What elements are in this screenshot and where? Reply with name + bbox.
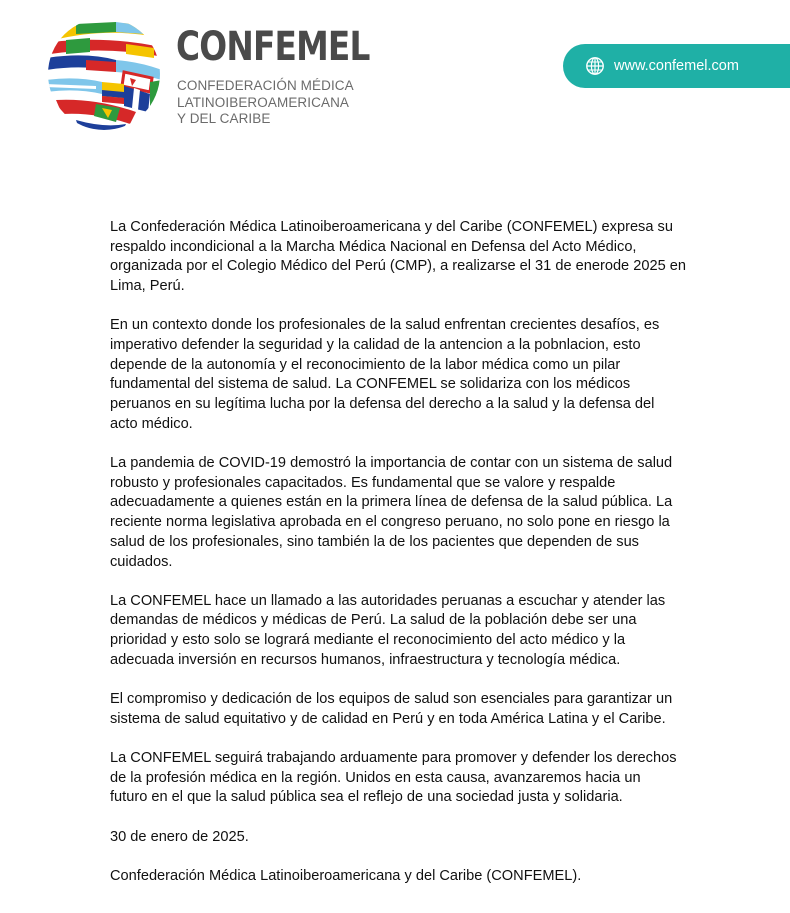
brand-subtitle-line: Y DEL CARIBE	[177, 111, 271, 126]
paragraph: La pandemia de COVID-19 demostró la importancia de contar con un sistema de salud robusto y profesionales capacitados. Es fundamental que se valore y respalde adecuadamente a quienes están en la primera línea de defensa de la salud pública. La reciente norma legislativa aprobada en el congreso peruano, no solo pone en riesgo la salud de los profesionales, sino también la de los pacientes que dependen de sus cuidados.	[110, 455, 673, 570]
paragraph: La CONFEMEL hace un llamado a las autoridades peruanas a escuchar y atender las demandas de médicos y médicas de Perú. La salud de la población debe ser una prioridad y esto solo se logrará mediante el reconocimiento del acto médico y la adecuada inversión en recursos humanos, infraestructura y tecnología médica.	[110, 592, 666, 668]
paragraph: En un contexto donde los profesionales de la salud enfrentan crecientes desafíos, es imperativo defender la seguridad y la calidad de la antencion a la pobnlacion, esto depende de la autonomía y el reconocimiento de la labor médica como un pilar fundamental del sistema de salud. La CONFEMEL se solidariza con los médicos peruanos en su legítima lucha por la defensa del derecho a la salud y la defensa del acto médico.	[110, 317, 660, 432]
letter-body	[110, 218, 700, 906]
website-url[interactable]: www.confemel.com	[614, 58, 739, 74]
letter-signature: Confederación Médica Latinoiberoamericana y del Caribe (CONFEMEL).	[110, 867, 582, 884]
brand-subtitle-line: CONFEDERACIÓN MÉDICA	[177, 78, 354, 93]
brand-subtitle-line: LATINOIBEROAMERICANA	[177, 94, 350, 110]
globe-icon	[585, 56, 605, 76]
paragraph: La Confederación Médica Latinoiberoamericana y del Caribe (CONFEMEL) expresa su respaldo incondicional a la Marcha Médica Nacional en Defensa del Acto Médico, organizada por el Colegio Médico del Perú (CMP), a realizarse el 31 de enerode 2025 en Lima, Perú.	[110, 219, 686, 295]
brand-title: CONFEMEL	[176, 24, 370, 70]
letter-date: 30 de enero de 2025.	[110, 828, 249, 845]
flags-globe-logo	[46, 16, 162, 132]
paragraph: El compromiso y dedicación de los equipos de salud son esenciales para garantizar un sistema de salud equitativo y de calidad en Perú y en toda América Latina y el Caribe.	[110, 691, 673, 727]
website-link[interactable]	[563, 44, 790, 88]
paragraph: La CONFEMEL seguirá trabajando arduamente para promover y defender los derechos de la profesión médica en la región. Unidos en esta causa, avanzaremos hacia un futuro en el que la salud pública sea el reflejo de una sociedad justa y solidaria.	[110, 749, 677, 806]
brand-subtitle	[177, 78, 354, 128]
